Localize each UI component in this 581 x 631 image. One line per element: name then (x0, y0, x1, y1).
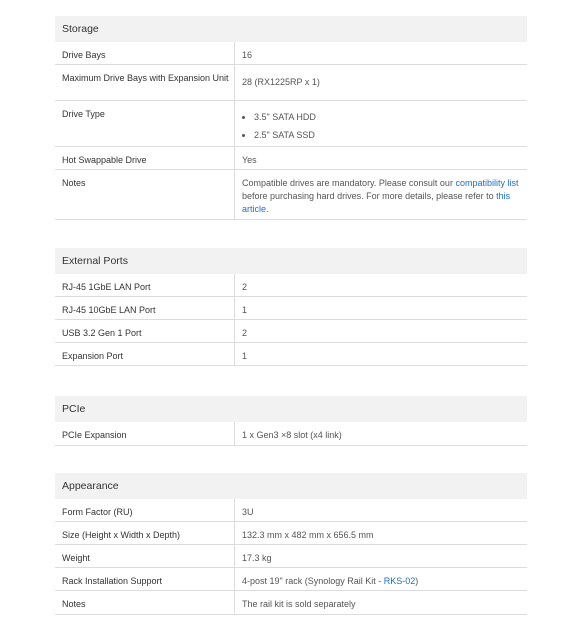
drive-type-list (242, 111, 521, 141)
spec-label: Maximum Drive Bays with Expansion Unit (62, 73, 229, 83)
external-ports-section (55, 248, 527, 366)
spec-row-drive-type (55, 101, 527, 147)
spec-label: Notes (62, 599, 86, 609)
section-title: Appearance (55, 473, 527, 499)
spec-label: Weight (62, 553, 90, 563)
this-article-link[interactable]: this article (242, 191, 511, 214)
spec-row-expansion-port (55, 343, 527, 366)
spec-label: RJ-45 10GbE LAN Port (62, 305, 156, 315)
rack-text-end: ) (415, 576, 419, 586)
appearance-section (55, 473, 527, 615)
spec-label: Form Factor (RU) (62, 507, 133, 517)
section-title: Storage (55, 16, 527, 42)
spec-value: 17.3 kg (234, 545, 527, 567)
pcie-section (55, 396, 527, 446)
list-item: • 3.5" SATA HDD (254, 111, 521, 123)
notes-text: Compatible drives are mandatory. Please consult our (242, 178, 456, 188)
spec-label: Expansion Port (62, 351, 124, 361)
spec-label: Drive Bays (62, 50, 106, 60)
spec-row-1gbe (55, 274, 527, 297)
spec-row-hot-swap (55, 147, 527, 170)
compatibility-list-link[interactable]: compatibility list (455, 178, 519, 188)
spec-value: 1 x Gen3 ×8 slot (x4 link) (234, 422, 527, 445)
spec-value: The rail kit is sold separately (234, 591, 527, 614)
spec-value (234, 101, 527, 146)
spec-row-usb (55, 320, 527, 343)
section-title: PCIe (55, 396, 527, 422)
spec-row-10gbe (55, 297, 527, 320)
spec-label: Rack Installation Support (62, 576, 163, 586)
spec-value: 1 (234, 343, 527, 365)
spec-row-drive-bays (55, 42, 527, 65)
storage-section (55, 16, 527, 220)
rks-02-link[interactable]: RKS-02 (383, 576, 416, 586)
notes-text: . (266, 204, 269, 214)
spec-value (234, 170, 527, 219)
spec-value: 28 (RX1225RP x 1) (234, 65, 527, 100)
spec-row-rack-support (55, 568, 527, 591)
spec-label: RJ-45 1GbE LAN Port (62, 282, 151, 292)
list-item: • 2.5" SATA SSD (254, 129, 521, 141)
spec-label: Size (Height x Width x Depth) (62, 530, 181, 540)
spec-row-weight (55, 545, 527, 568)
spec-value: 3U (234, 499, 527, 521)
spec-value: 132.3 mm x 482 mm x 656.5 mm (234, 522, 527, 544)
spec-row-form-factor (55, 499, 527, 522)
spec-value: 2 (234, 274, 527, 296)
spec-row-notes (55, 170, 527, 220)
spec-value: 16 (234, 42, 527, 64)
rack-text: 4-post 19" rack (Synology Rail Kit - (242, 576, 384, 586)
notes-text: before purchasing hard drives. For more details, please refer to (242, 191, 497, 201)
spec-value: Yes (234, 147, 527, 169)
spec-value (234, 568, 527, 590)
spec-label: PCIe Expansion (62, 430, 127, 440)
spec-value: 2 (234, 320, 527, 342)
spec-label: Drive Type (62, 109, 105, 119)
spec-row-max-drive-bays (55, 65, 527, 101)
spec-label: Hot Swappable Drive (62, 155, 147, 165)
spec-label: Notes (62, 178, 86, 188)
spec-value: 1 (234, 297, 527, 319)
spec-row-size (55, 522, 527, 545)
spec-row-pcie-expansion (55, 422, 527, 446)
spec-label: USB 3.2 Gen 1 Port (62, 328, 142, 338)
spec-row-appearance-notes (55, 591, 527, 615)
section-title: External Ports (55, 248, 527, 274)
